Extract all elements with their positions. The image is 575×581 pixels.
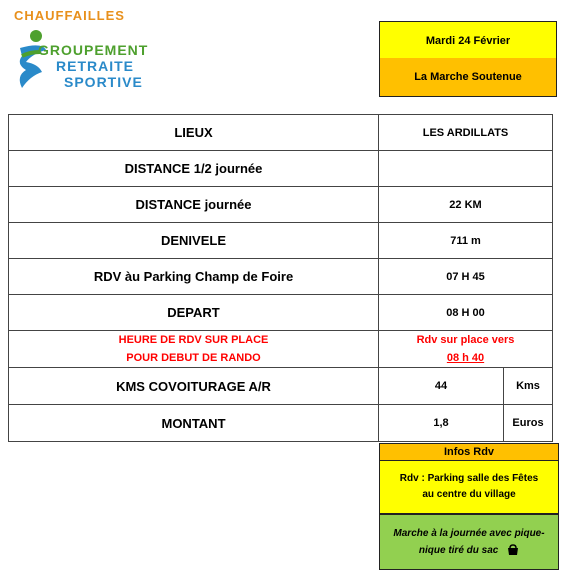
table-row	[9, 151, 553, 187]
row-value: 22 KM	[379, 187, 553, 223]
logo-line-sportive: SPORTIVE	[64, 74, 143, 90]
table-row-montant	[9, 405, 553, 442]
row-value: 07 H 45	[379, 259, 553, 295]
row-value: LES ARDILLATS	[379, 115, 553, 151]
table-row	[9, 187, 553, 223]
info-walk-line2: nique tiré du sac	[418, 545, 499, 556]
club-name: CHAUFFAILLES	[14, 8, 125, 23]
table-row	[9, 259, 553, 295]
rdv-place-value	[379, 331, 553, 368]
rdv-place-value-line1: Rdv sur place vers	[416, 334, 515, 346]
outing-details-table	[8, 114, 553, 442]
row-label: DISTANCE 1/2 journée	[9, 151, 379, 187]
logo-line-retraite: RETRAITE	[56, 58, 134, 74]
covoit-unit: Kms	[504, 368, 553, 405]
activity-box: La Marche Soutenue	[379, 58, 557, 97]
montant-label: MONTANT	[9, 405, 379, 442]
info-rdv-box	[379, 460, 559, 514]
row-label: LIEUX	[9, 115, 379, 151]
date-box: Mardi 24 Février	[379, 21, 557, 60]
info-walk-line2-wrap	[419, 542, 519, 559]
rdv-place-label	[9, 331, 379, 368]
info-rdv-title: Infos Rdv	[379, 443, 559, 461]
montant-unit: Euros	[504, 405, 553, 442]
rdv-place-label-line2: POUR DEBUT DE RANDO	[126, 352, 261, 364]
row-value: 711 m	[379, 223, 553, 259]
table-row-covoiturage	[9, 368, 553, 405]
table-row	[9, 223, 553, 259]
logo-line-groupement: GROUPEMENT	[38, 42, 149, 58]
row-value	[379, 151, 553, 187]
row-label: DEPART	[9, 295, 379, 331]
table-row	[9, 115, 553, 151]
picnic-bag-icon	[507, 544, 519, 556]
montant-value: 1,8	[379, 405, 504, 442]
runner-figure-icon	[12, 28, 52, 98]
rdv-place-value-line2: 08 h 40	[446, 352, 485, 364]
row-label: DENIVELE	[9, 223, 379, 259]
covoit-value: 44	[379, 368, 504, 405]
info-rdv-line2: au centre du village	[422, 489, 516, 500]
row-label: DISTANCE journée	[9, 187, 379, 223]
table-row-rdv-place	[9, 331, 553, 368]
info-walk-box	[379, 514, 559, 570]
row-value: 08 H 00	[379, 295, 553, 331]
info-rdv-line1: Rdv : Parking salle des Fêtes	[399, 473, 539, 484]
rdv-place-label-line1: HEURE DE RDV SUR PLACE	[118, 334, 269, 346]
table-row	[9, 295, 553, 331]
club-logo	[8, 4, 178, 104]
covoit-label: KMS COVOITURAGE A/R	[9, 368, 379, 405]
row-label: RDV àu Parking Champ de Foire	[9, 259, 379, 295]
info-walk-line1: Marche à la journée avec pique-	[393, 528, 545, 539]
